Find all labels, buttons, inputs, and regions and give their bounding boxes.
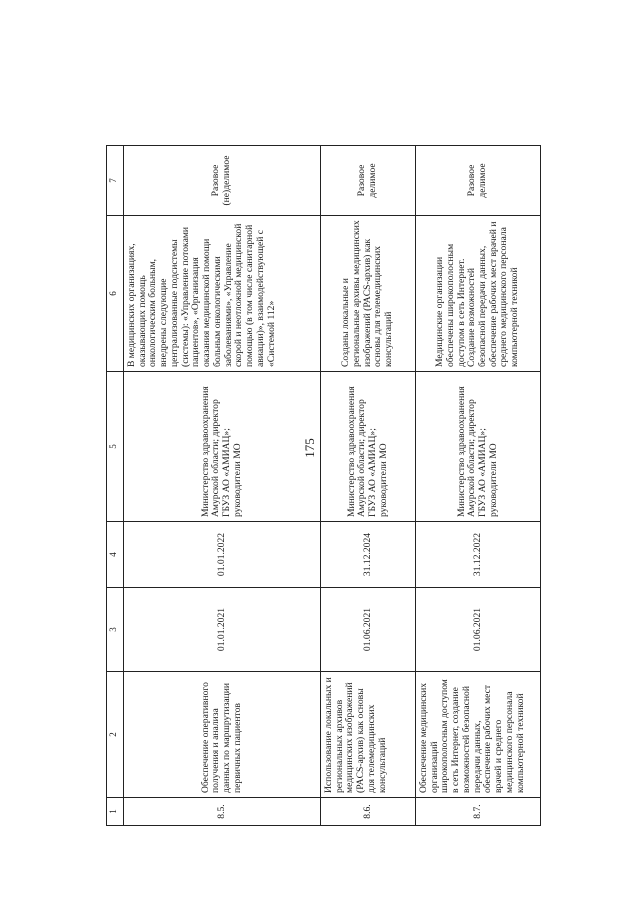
measure-type: Разовое делимое (321, 146, 416, 216)
start-date: 01.01.2021 (124, 588, 321, 672)
col-header: 6 (107, 216, 124, 372)
row-number: 8.6. (321, 798, 416, 826)
measure-name: Использование локальных и региональных архивов медицинских изображений (PACS-архив) как основы для телемедицинских консультаций (321, 672, 416, 798)
start-date: 01.06.2021 (321, 588, 416, 672)
measures-table (106, 145, 541, 826)
measure-type: Разовое (не)делимое (124, 146, 321, 216)
col-header: 7 (107, 146, 124, 216)
measure-name: Обеспечение оперативного получения и анализа данных по маршрутизации первичных пациентов (124, 672, 321, 798)
responsible: Министерство здравоохранения Амурской области; директор ГБУЗ АО «АМИАЦ»; руководители МО (321, 372, 416, 522)
table-row (416, 146, 541, 826)
col-header: 2 (107, 672, 124, 798)
responsible: Министерство здравоохранения Амурской области; директор ГБУЗ АО «АМИАЦ»; руководители МО (124, 372, 321, 522)
col-header: 5 (107, 372, 124, 522)
col-header: 3 (107, 588, 124, 672)
column-number-row (107, 146, 124, 826)
responsible: Министерство здравоохранения Амурской области; директор ГБУЗ АО «АМИАЦ»; руководители МО (416, 372, 541, 522)
page-number: 175 (301, 438, 317, 458)
col-header: 4 (107, 522, 124, 588)
measure-type: Разовое делимое (416, 146, 541, 216)
result: Созданы локальные и региональные архивы медицинских изображений (PACS-архив) как основы для телемедицинских консультаций (321, 216, 416, 372)
row-number: 8.5. (124, 798, 321, 826)
row-number: 8.7. (416, 798, 541, 826)
col-header: 1 (107, 798, 124, 826)
end-date: 31.12.2024 (321, 522, 416, 588)
measure-name: Обеспечение медицинских организаций широкополосным доступом в сеть Интернет, создание возможностей безопасной передачи данных, обеспечение рабочих мест врачей и среднего медицинского персонала компьютерной техникой (416, 672, 541, 798)
result: Медицинские организации обеспечены широкополосным доступом в сеть Интернет. Создание возможностей безопасной передачи данных, обеспечение рабочих мест врачей и среднего медицинского персонала компьютерной техникой (416, 216, 541, 372)
start-date: 01.06.2021 (416, 588, 541, 672)
end-date: 01.01.2022 (124, 522, 321, 588)
result: В медицинских организациях, оказывающих помощь онкологическим больным, внедрены следующие централизованные подсистемы (системы): «Управление потоками пациентов», «Организация оказания медицинской помощи больным онкологическими заболеваниями», «Управление скорой и неотложной медицинской помощью (в том числе санитарной авиации)», взаимодействующей с «Системой 112» (124, 216, 321, 372)
rotated-table-container (106, 146, 538, 826)
table-row (321, 146, 416, 826)
end-date: 31.12.2022 (416, 522, 541, 588)
table-row (124, 146, 321, 826)
table-landscape (106, 146, 538, 826)
